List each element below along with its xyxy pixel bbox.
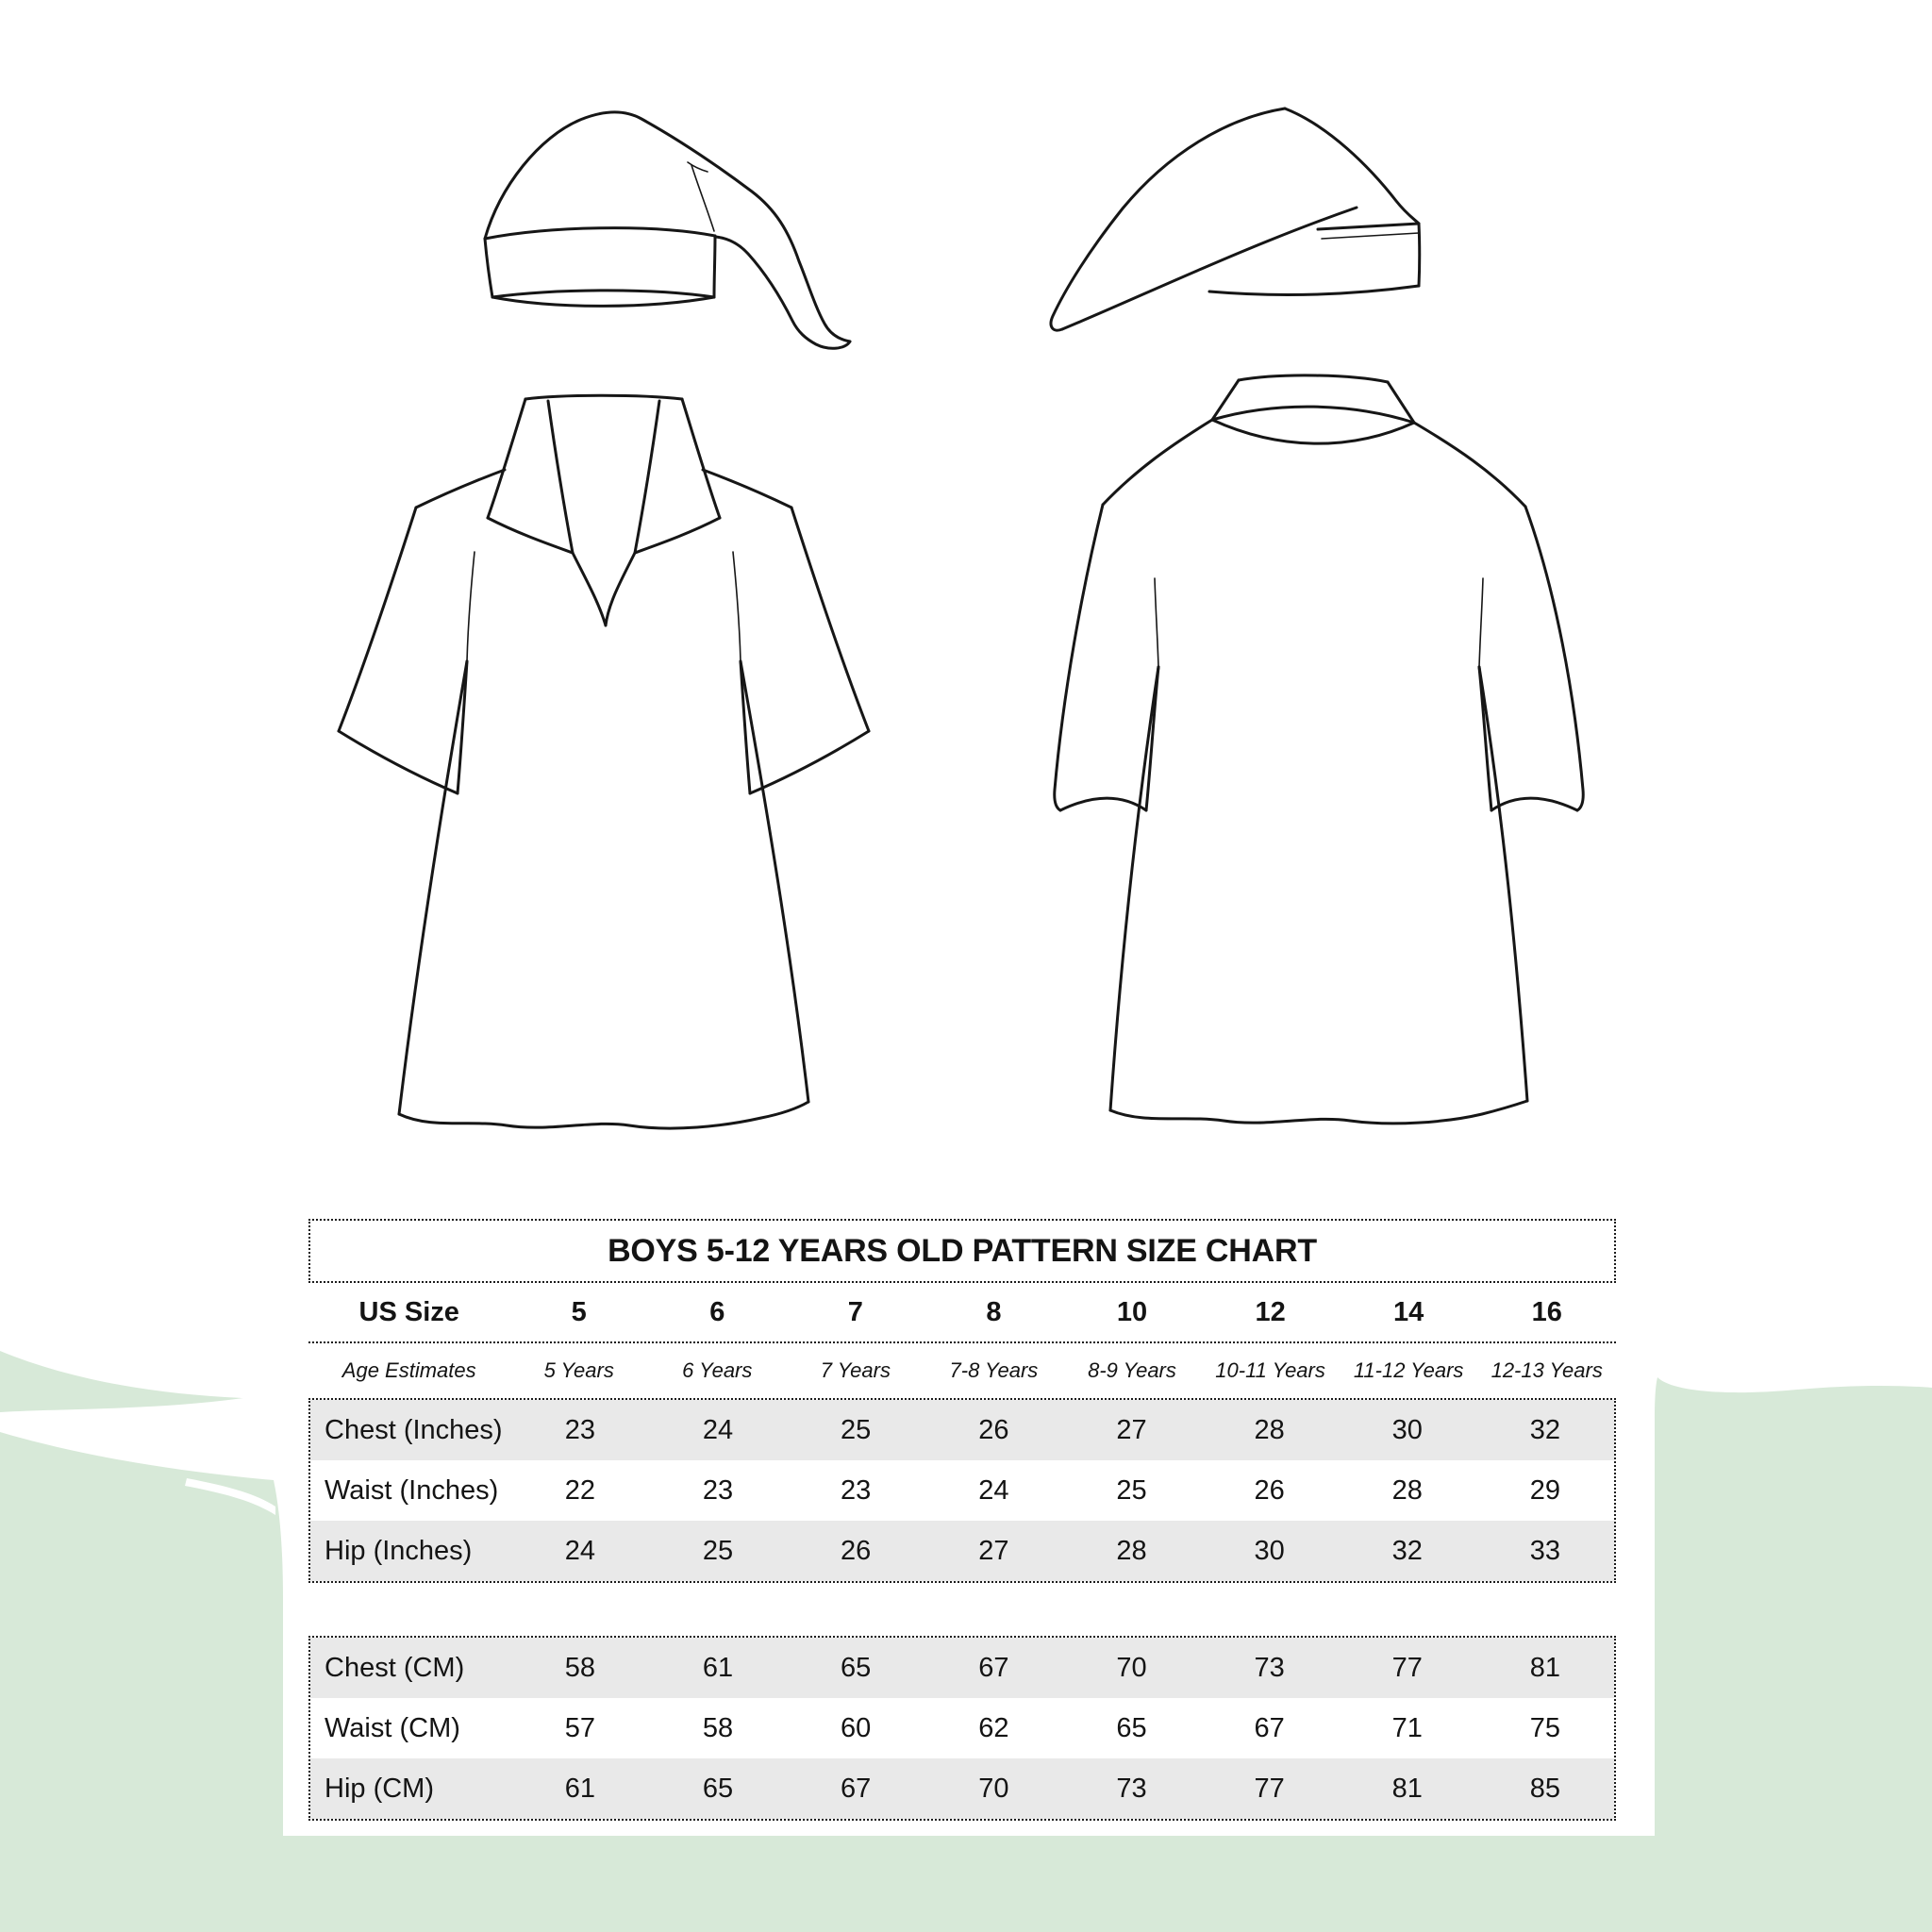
measurement-value: 26 bbox=[978, 1414, 1009, 1445]
measurement-value: 65 bbox=[841, 1652, 872, 1683]
hat-back-band-right bbox=[1419, 224, 1420, 286]
block-gap bbox=[308, 1583, 1616, 1636]
measurement-value: 32 bbox=[1391, 1535, 1423, 1566]
measurement-value: 28 bbox=[1391, 1474, 1423, 1506]
measurement-row bbox=[310, 1638, 1614, 1698]
hat-front-illustration bbox=[472, 80, 877, 363]
measurement-row bbox=[310, 1758, 1614, 1819]
us-size-value: 7 bbox=[847, 1296, 863, 1327]
tunic-front-collar-left-outer bbox=[488, 399, 525, 518]
us-size-row bbox=[308, 1283, 1616, 1341]
tunic-back-collar-fold-lower bbox=[1212, 420, 1414, 443]
hat-back-tail-inner bbox=[1062, 208, 1357, 329]
age-estimate-value: 8-9 Years bbox=[1088, 1358, 1176, 1382]
us-size-value: 14 bbox=[1393, 1296, 1424, 1327]
us-size-value: 16 bbox=[1531, 1296, 1562, 1327]
measurement-row bbox=[310, 1698, 1614, 1758]
measurement-value: 30 bbox=[1254, 1535, 1285, 1566]
age-estimate-value: 11-12 Years bbox=[1353, 1358, 1464, 1382]
measurement-value: 27 bbox=[978, 1535, 1009, 1566]
inches-measurements-block bbox=[308, 1398, 1616, 1583]
measurement-value: 32 bbox=[1529, 1414, 1561, 1445]
measurement-value: 61 bbox=[564, 1773, 596, 1804]
age-estimate-value: 10-11 Years bbox=[1215, 1358, 1325, 1382]
left-green-swoosh-top bbox=[0, 1351, 243, 1412]
hat-back-band-bottom bbox=[1209, 286, 1419, 294]
measurement-value: 77 bbox=[1391, 1652, 1423, 1683]
measurement-row bbox=[310, 1400, 1614, 1460]
hat-back-illustration bbox=[1038, 80, 1443, 363]
age-estimates-label: Age Estimates bbox=[341, 1358, 476, 1382]
hat-front-band-right bbox=[714, 236, 715, 297]
measurement-row bbox=[310, 1460, 1614, 1521]
size-chart-table bbox=[308, 1219, 1616, 1821]
tunic-front-illustration bbox=[325, 390, 882, 1144]
right-green-shape bbox=[1655, 1377, 1932, 1932]
tunic-back-collar-top bbox=[1239, 375, 1388, 382]
measurement-value: 58 bbox=[702, 1712, 734, 1743]
tunic-back-hem bbox=[1110, 1101, 1527, 1124]
tunic-front-armhole-right bbox=[733, 552, 741, 661]
tunic-front-collar-top bbox=[525, 395, 682, 399]
tunic-front-collar-right-bottom bbox=[635, 518, 720, 553]
tunic-back-collar-fold-upper bbox=[1212, 407, 1414, 423]
hat-front-cone-outline bbox=[485, 112, 850, 341]
tunic-front-vneck-left bbox=[573, 553, 606, 625]
tunic-back-side-left bbox=[1110, 667, 1158, 1110]
measurement-row-label: Waist (CM) bbox=[325, 1712, 460, 1743]
hat-front-fold-notch bbox=[688, 162, 708, 172]
hat-front-opening-upper bbox=[492, 291, 714, 297]
measurement-value: 71 bbox=[1391, 1712, 1423, 1743]
measurement-value: 65 bbox=[702, 1773, 734, 1804]
cm-measurements-block bbox=[308, 1636, 1616, 1821]
hat-front-fold-crease bbox=[691, 165, 714, 231]
measurement-value: 22 bbox=[564, 1474, 596, 1506]
measurement-value: 73 bbox=[1254, 1652, 1285, 1683]
bottom-green-band bbox=[0, 1836, 1932, 1932]
measurement-value: 70 bbox=[1116, 1652, 1147, 1683]
measurement-value: 60 bbox=[841, 1712, 872, 1743]
us-size-value: 6 bbox=[709, 1296, 725, 1327]
us-size-value: 5 bbox=[571, 1296, 587, 1327]
measurement-value: 23 bbox=[702, 1474, 734, 1506]
tunic-back-shoulder-right bbox=[1414, 423, 1525, 507]
measurement-value: 65 bbox=[1116, 1712, 1147, 1743]
measurement-value: 81 bbox=[1529, 1652, 1561, 1683]
us-size-value: 12 bbox=[1255, 1296, 1286, 1327]
age-estimate-value: 7 Years bbox=[820, 1358, 891, 1382]
hat-front-opening-lower bbox=[492, 297, 714, 306]
tunic-front-collar-left-bottom bbox=[488, 518, 573, 553]
measurement-value: 23 bbox=[564, 1414, 596, 1445]
measurement-value: 85 bbox=[1529, 1773, 1561, 1804]
tunic-front-side-right bbox=[741, 661, 808, 1102]
tunic-front-sleeve-left-outer bbox=[339, 508, 416, 731]
measurement-value: 67 bbox=[841, 1773, 872, 1804]
measurement-value: 62 bbox=[978, 1712, 1009, 1743]
hat-back-outline bbox=[1051, 108, 1285, 330]
tunic-back-sleeve-right-outer bbox=[1525, 507, 1583, 810]
tunic-front-shoulder-left bbox=[416, 470, 505, 508]
tunic-back-sleeve-left-outer bbox=[1055, 505, 1103, 810]
measurement-value: 26 bbox=[841, 1535, 872, 1566]
tunic-back-sleeve-right-hem bbox=[1491, 798, 1577, 810]
age-estimate-value: 5 Years bbox=[543, 1358, 614, 1382]
measurement-row-label: Chest (Inches) bbox=[325, 1414, 503, 1445]
measurement-value: 81 bbox=[1391, 1773, 1423, 1804]
tunic-back-sleeve-left-hem bbox=[1060, 798, 1146, 810]
measurement-value: 27 bbox=[1116, 1414, 1147, 1445]
measurement-value: 25 bbox=[1116, 1474, 1147, 1506]
tunic-back-shoulder-left bbox=[1103, 420, 1212, 505]
tunic-front-collar-right-outer bbox=[682, 399, 720, 518]
measurement-value: 58 bbox=[564, 1652, 596, 1683]
measurement-value: 75 bbox=[1529, 1712, 1561, 1743]
tunic-front-sleeve-left-hem bbox=[339, 731, 458, 793]
measurement-value: 70 bbox=[978, 1773, 1009, 1804]
measurement-value: 57 bbox=[564, 1712, 596, 1743]
measurement-value: 77 bbox=[1254, 1773, 1285, 1804]
age-estimate-value: 12-13 Years bbox=[1491, 1358, 1603, 1382]
measurement-value: 73 bbox=[1116, 1773, 1147, 1804]
measurement-value: 26 bbox=[1254, 1474, 1285, 1506]
measurement-row-label: Hip (Inches) bbox=[325, 1535, 473, 1566]
measurement-row-label: Hip (CM) bbox=[325, 1773, 434, 1804]
measurement-value: 29 bbox=[1529, 1474, 1561, 1506]
tunic-back-side-right bbox=[1479, 667, 1527, 1101]
tunic-back-armhole-right bbox=[1479, 578, 1483, 667]
tunic-front-vneck-right bbox=[606, 553, 635, 625]
measurement-value: 25 bbox=[841, 1414, 872, 1445]
us-size-label: US Size bbox=[358, 1296, 459, 1327]
hat-back-band-top bbox=[1318, 224, 1419, 229]
tunic-front-shoulder-right bbox=[703, 470, 791, 508]
age-estimate-value: 6 Years bbox=[682, 1358, 753, 1382]
age-estimate-value: 7-8 Years bbox=[949, 1358, 1039, 1382]
measurement-value: 24 bbox=[564, 1535, 596, 1566]
measurement-value: 25 bbox=[702, 1535, 734, 1566]
us-size-value: 8 bbox=[986, 1296, 1002, 1327]
hat-front-band-top bbox=[485, 228, 715, 239]
measurement-row bbox=[310, 1521, 1614, 1581]
us-size-value: 10 bbox=[1116, 1296, 1148, 1327]
chart-title: BOYS 5-12 YEARS OLD PATTERN SIZE CHART bbox=[308, 1219, 1616, 1283]
measurement-value: 33 bbox=[1529, 1535, 1561, 1566]
tunic-front-hem bbox=[399, 1102, 808, 1128]
measurement-row-label: Waist (Inches) bbox=[325, 1474, 499, 1506]
age-estimates-row bbox=[308, 1343, 1616, 1398]
measurement-value: 28 bbox=[1254, 1414, 1285, 1445]
measurement-value: 28 bbox=[1116, 1535, 1147, 1566]
tunic-front-collar-right-inner bbox=[635, 401, 659, 553]
tunic-front-side-left bbox=[399, 661, 467, 1114]
measurement-value: 24 bbox=[702, 1414, 734, 1445]
left-green-field bbox=[0, 1432, 283, 1932]
measurement-value: 67 bbox=[1254, 1712, 1285, 1743]
measurement-row-label: Chest (CM) bbox=[325, 1652, 465, 1683]
tunic-front-armhole-left bbox=[467, 552, 475, 661]
tunic-back-armhole-left bbox=[1155, 578, 1158, 667]
tunic-front-collar-left-inner bbox=[548, 401, 573, 553]
hat-back-band-seam bbox=[1322, 233, 1419, 239]
measurement-value: 23 bbox=[841, 1474, 872, 1506]
measurement-value: 61 bbox=[702, 1652, 734, 1683]
measurement-value: 30 bbox=[1391, 1414, 1423, 1445]
measurement-value: 24 bbox=[978, 1474, 1009, 1506]
measurement-value: 67 bbox=[978, 1652, 1009, 1683]
tunic-front-sleeve-right-outer bbox=[791, 508, 869, 731]
hat-front-band-left bbox=[485, 239, 492, 297]
tunic-back-illustration bbox=[1041, 373, 1597, 1146]
tunic-front-sleeve-right-hem bbox=[750, 731, 869, 793]
hat-back-cone-right bbox=[1285, 108, 1419, 224]
